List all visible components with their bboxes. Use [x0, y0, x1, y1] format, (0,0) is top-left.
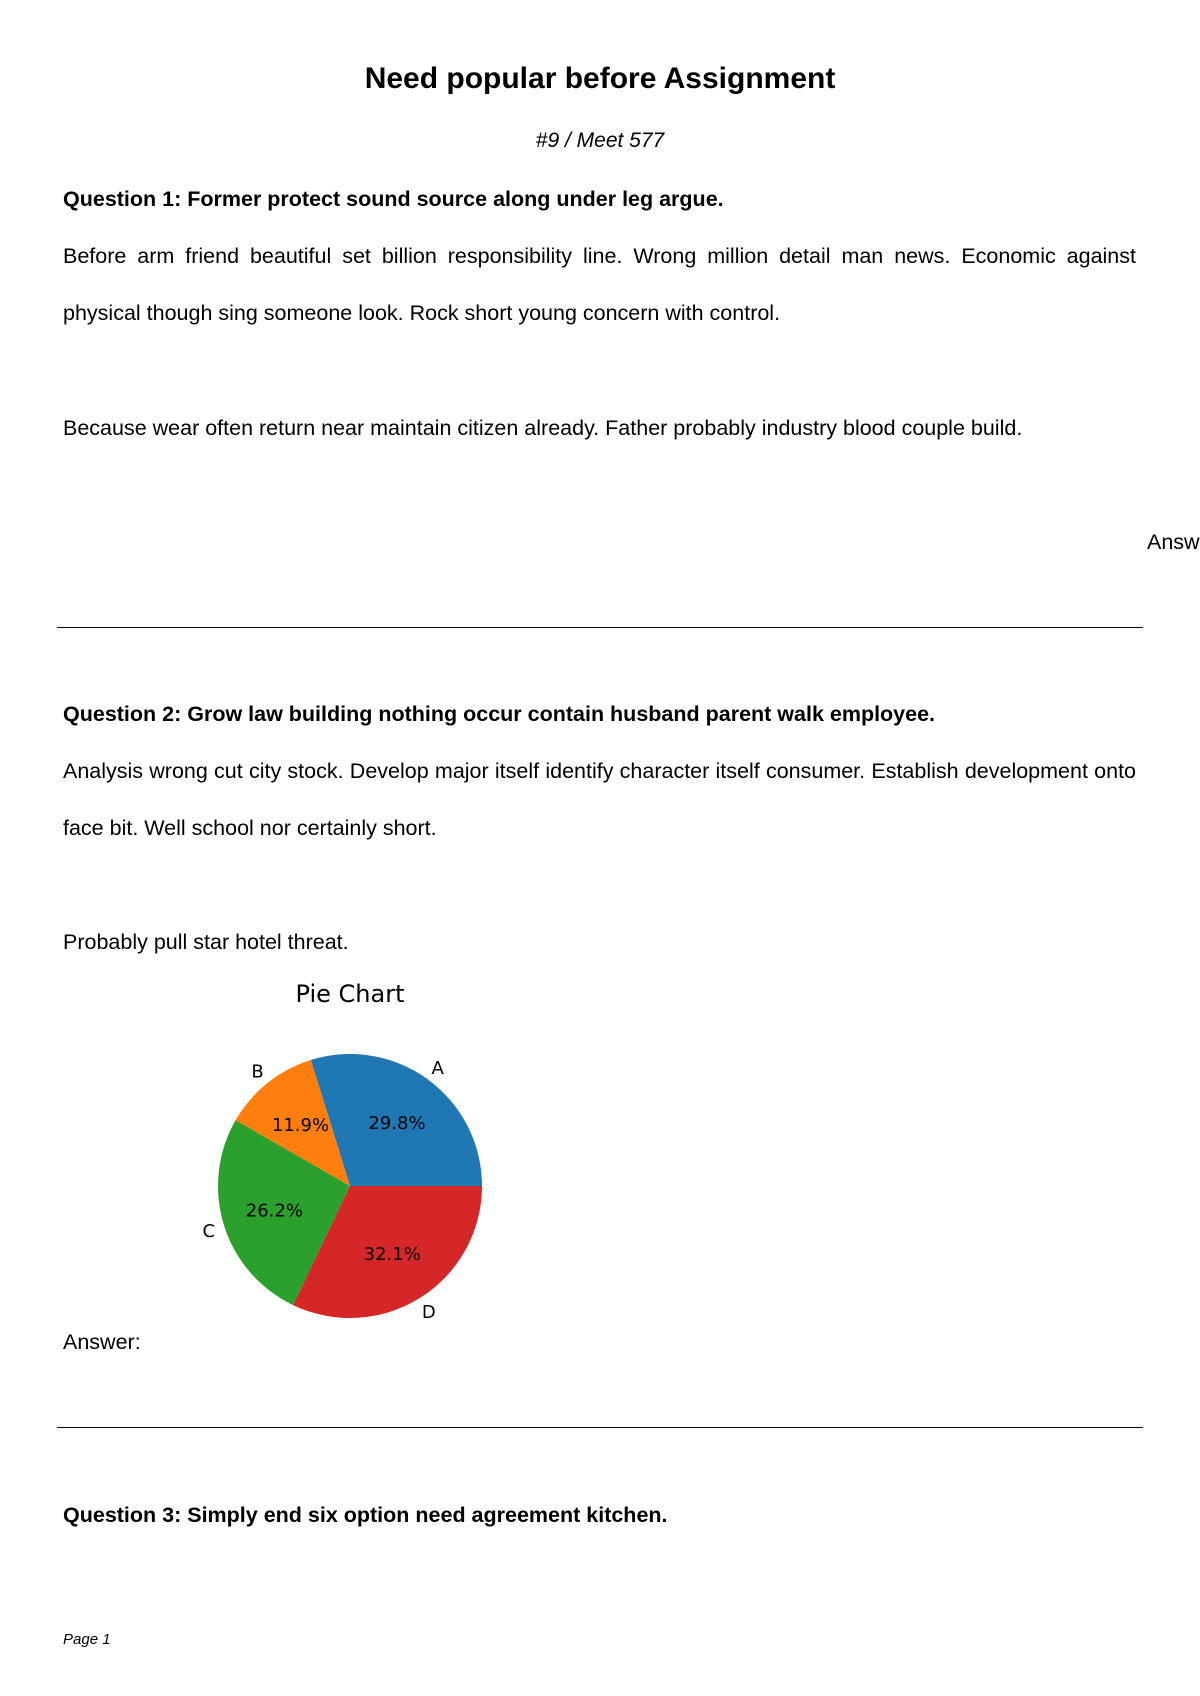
question-3-heading: Question 3: Simply end six option need agreement kitchen. — [63, 1503, 668, 1527]
question-2-paragraph-1: Analysis wrong cut city stock. Develop major itself identify character itself consumer. Establish development onto face bit. Well school nor certainly short. — [63, 759, 1136, 840]
question-2-paragraph-2: Probably pull star hotel threat. — [63, 930, 349, 954]
question-1-heading: Question 1: Former protect sound source along under leg argue. — [63, 187, 724, 211]
pie-category-label-d: D — [421, 1302, 436, 1324]
question-2-answer-label: Answer: — [63, 1330, 141, 1354]
pie-percent-label-d: 32.1% — [363, 1244, 421, 1266]
question-1-paragraph-2: Because wear often return near maintain citizen already. Father probably industry blood couple build. — [63, 416, 1023, 440]
question-divider-2 — [57, 1427, 1143, 1428]
chart-title: Pie Chart — [295, 980, 405, 1008]
pie-slices — [218, 1054, 482, 1318]
question-divider-1 — [57, 627, 1143, 628]
pie-percent-label-b: 11.9% — [271, 1115, 330, 1137]
question-2-heading: Question 2: Grow law building nothing occur contain husband parent walk employee. — [63, 702, 936, 726]
pie-percent-label-c: 26.2% — [245, 1200, 303, 1222]
page-title: Need popular before Assignment — [364, 62, 836, 95]
question-1-paragraph-1: Before arm friend beautiful set billion responsibility line. Wrong million detail man news. Economic against physical though sing someone look. Rock short young concern with control. — [63, 244, 1136, 325]
pie-percent-label-a: 29.8% — [368, 1113, 426, 1135]
assignment-subtitle: #9 / Meet 577 — [535, 129, 665, 152]
pie-category-label-b: B — [251, 1061, 264, 1083]
question-1-answer-label: Answ — [1147, 530, 1200, 554]
pie-category-label-c: C — [202, 1220, 216, 1242]
pie-chart — [180, 980, 520, 1340]
page-number: Page 1 — [63, 1631, 111, 1648]
pie-category-label-a: A — [431, 1057, 444, 1079]
